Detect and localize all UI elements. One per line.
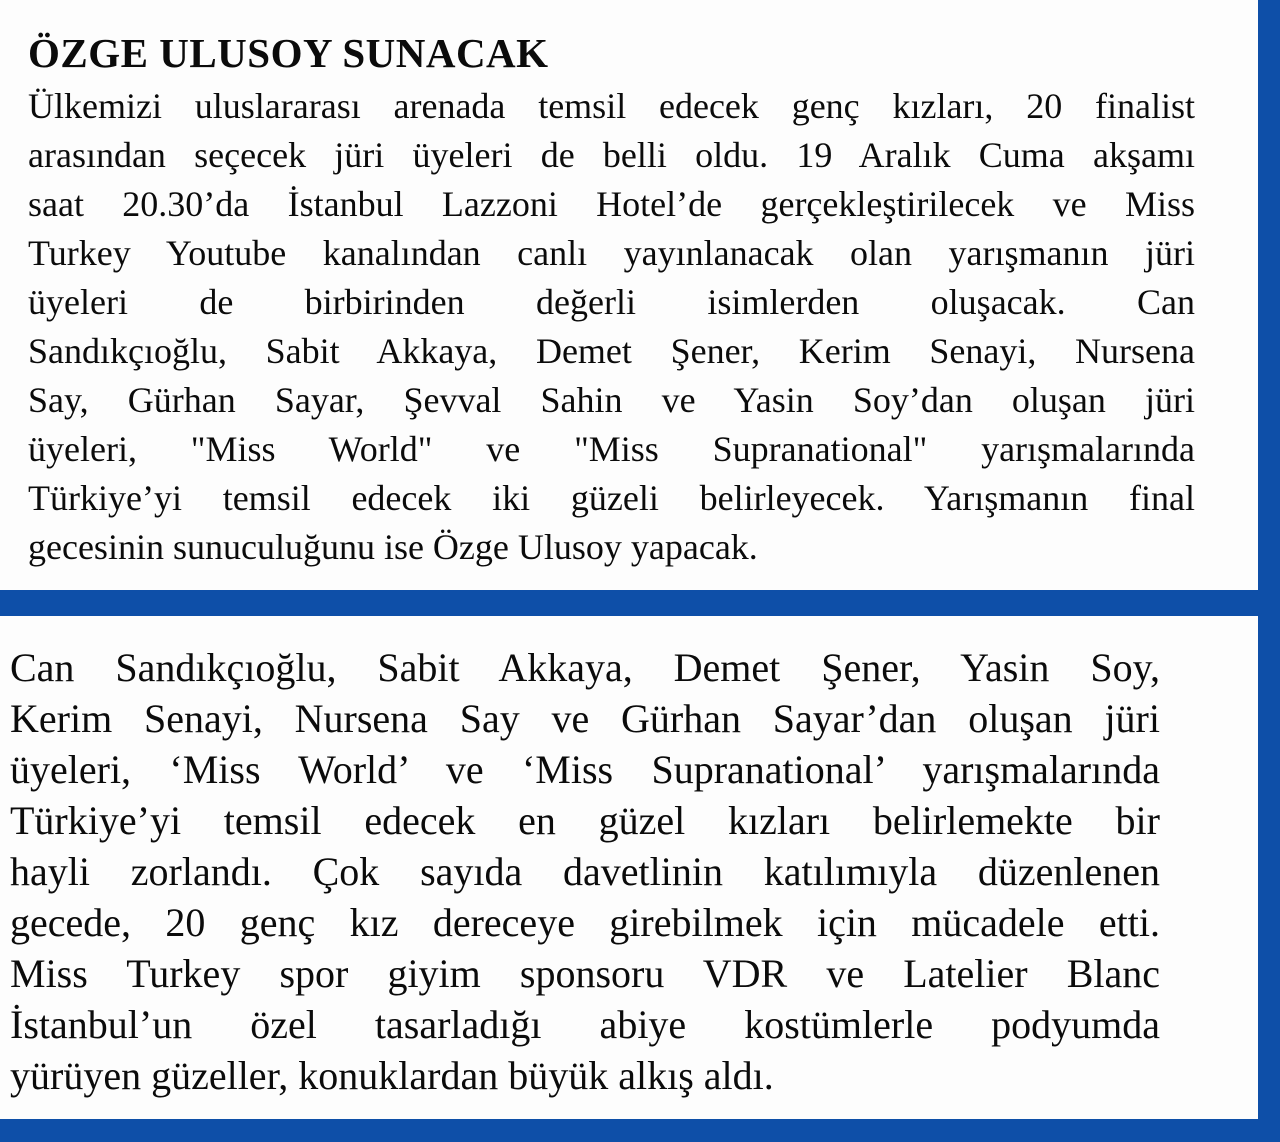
text-line: üyeleri, ‘Miss World’ ve ‘Miss Supranational’ yarışmalarında (10, 747, 1160, 792)
article-paragraph-2 (10, 642, 1160, 1101)
text-line: Sandıkçıoğlu, Sabit Akkaya, Demet Şener, Kerim Senayi, Nursena (28, 331, 1195, 371)
text-line: Can Sandıkçıoğlu, Sabit Akkaya, Demet Şener, Yasin Soy, (10, 645, 1160, 690)
article-2-body (10, 642, 1160, 1101)
text-line: hayli zorlandı. Çok sayıda davetlinin katılımıyla düzenlenen (10, 849, 1160, 894)
text-line: Türkiye’yi temsil edecek iki güzeli belirleyecek. Yarışmanın final (28, 478, 1195, 518)
text-line: Türkiye’yi temsil edecek en güzel kızları belirlemekte bir (10, 798, 1160, 843)
right-blue-bar (1258, 0, 1280, 1142)
text-line: yürüyen güzeller, konuklardan büyük alkış aldı. (10, 1053, 774, 1098)
article-heading: ÖZGE ULUSOY SUNACAK (28, 30, 549, 76)
text-line: saat 20.30’da İstanbul Lazzoni Hotel’de gerçekleştirilecek ve Miss (28, 184, 1195, 224)
text-line: üyeleri de birbirinden değerli isimlerden oluşacak. Can (28, 282, 1195, 322)
text-line: Miss Turkey spor giyim sponsoru VDR ve Latelier Blanc (10, 951, 1160, 996)
text-line: Ülkemizi uluslararası arenada temsil edecek genç kızları, 20 finalist (28, 86, 1195, 126)
article-paragraph-1 (28, 24, 1195, 572)
text-line: arasından seçecek jüri üyeleri de belli oldu. 19 Aralık Cuma akşamı (28, 135, 1195, 175)
text-line: Turkey Youtube kanalından canlı yayınlanacak olan yarışmanın jüri (28, 233, 1195, 273)
text-line: gecesinin sunuculuğunu ise Özge Ulusoy yapacak. (28, 527, 758, 567)
text-line: Say, Gürhan Sayar, Şevval Sahin ve Yasin Soy’dan oluşan jüri (28, 380, 1195, 420)
text-line: Kerim Senayi, Nursena Say ve Gürhan Sayar’dan oluşan jüri (10, 696, 1160, 741)
middle-blue-divider (0, 590, 1280, 616)
text-line: gecede, 20 genç kız dereceye girebilmek için mücadele etti. (10, 900, 1160, 945)
text-line: İstanbul’un özel tasarladığı abiye kostümlerle podyumda (10, 1002, 1160, 1047)
article-1-body (28, 82, 1195, 572)
text-line: üyeleri, "Miss World" ve "Miss Supranational" yarışmalarında (28, 429, 1195, 469)
bottom-blue-bar (0, 1119, 1280, 1142)
